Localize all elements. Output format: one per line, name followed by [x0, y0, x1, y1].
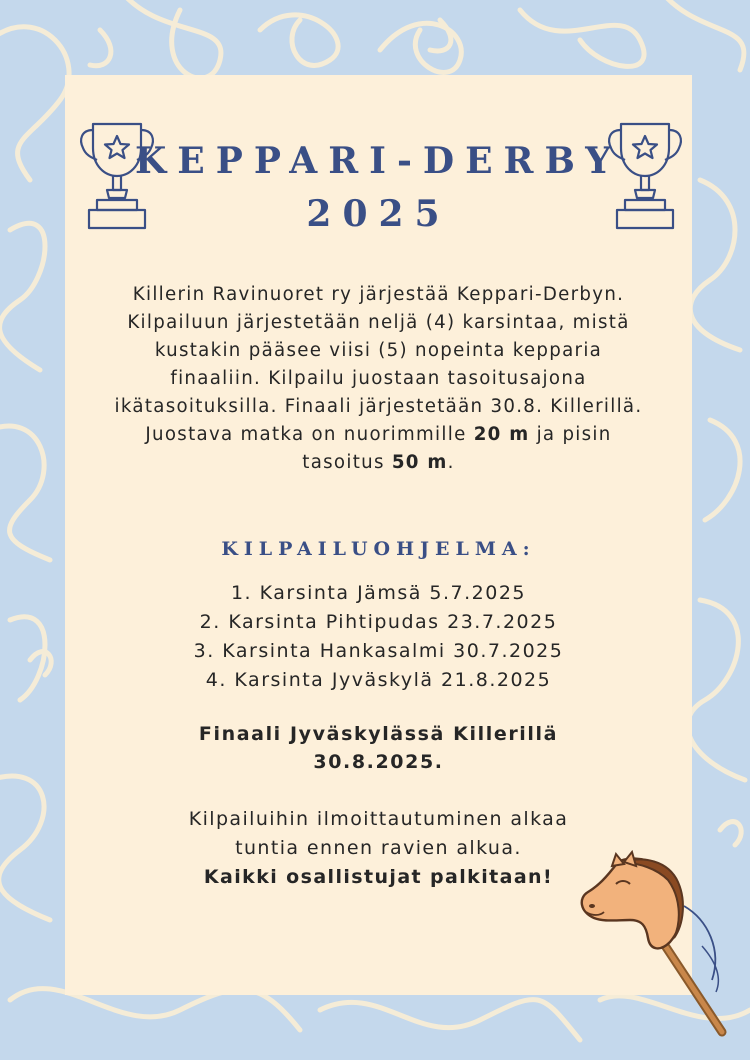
final-line-2: 30.8.2025. [313, 751, 444, 773]
final-announcement [65, 720, 692, 776]
intro-text: Killerin Ravinuoret ry järjestää Keppari-Derbyn. Kilpailuun järjestetään neljä (4) karsintaa, mistä kustakin pääsee viisi (5) nopeinta kepparia finaaliin. Kilpailu juostaan tasoitusajona ikätasoituksilla. Finaali järjestetään 30.8. Killerillä. Juostava matka on nuorimmille [114, 284, 643, 445]
schedule-item: 1. Karsinta Jämsä 5.7.2025 [230, 582, 527, 604]
intro-paragraph [112, 281, 645, 477]
closing-line-3: Kaikki osallistujat palkitaan! [203, 866, 554, 888]
schedule-item: 4. Karsinta Jyväskylä 21.8.2025 [205, 669, 552, 691]
schedule-list [65, 579, 692, 695]
schedule-heading: KILPAILUOHJELMA: [221, 538, 536, 560]
closing-line-1: Kilpailuihin ilmoittautuminen alkaa [188, 808, 569, 830]
poster-title: KEPPARI-DERBY [135, 140, 622, 182]
schedule-item: 3. Karsinta Hankasalmi 30.7.2025 [193, 640, 564, 662]
intro-text-end: . [447, 452, 455, 473]
poster-year: 2025 [306, 193, 451, 235]
intro-distance-youngest: 20 m [473, 424, 530, 445]
schedule-item: 2. Karsinta Pihtipudas 23.7.2025 [199, 611, 558, 633]
final-line-1: Finaali Jyväskylässä Killerillä [198, 723, 559, 745]
hobby-horse-icon [572, 850, 737, 1040]
closing-line-2: tuntia ennen ravien alkua. [235, 837, 522, 859]
intro-text-middle: ja pisin tasoitus [302, 424, 612, 473]
intro-max-handicap: 50 m [391, 452, 448, 473]
